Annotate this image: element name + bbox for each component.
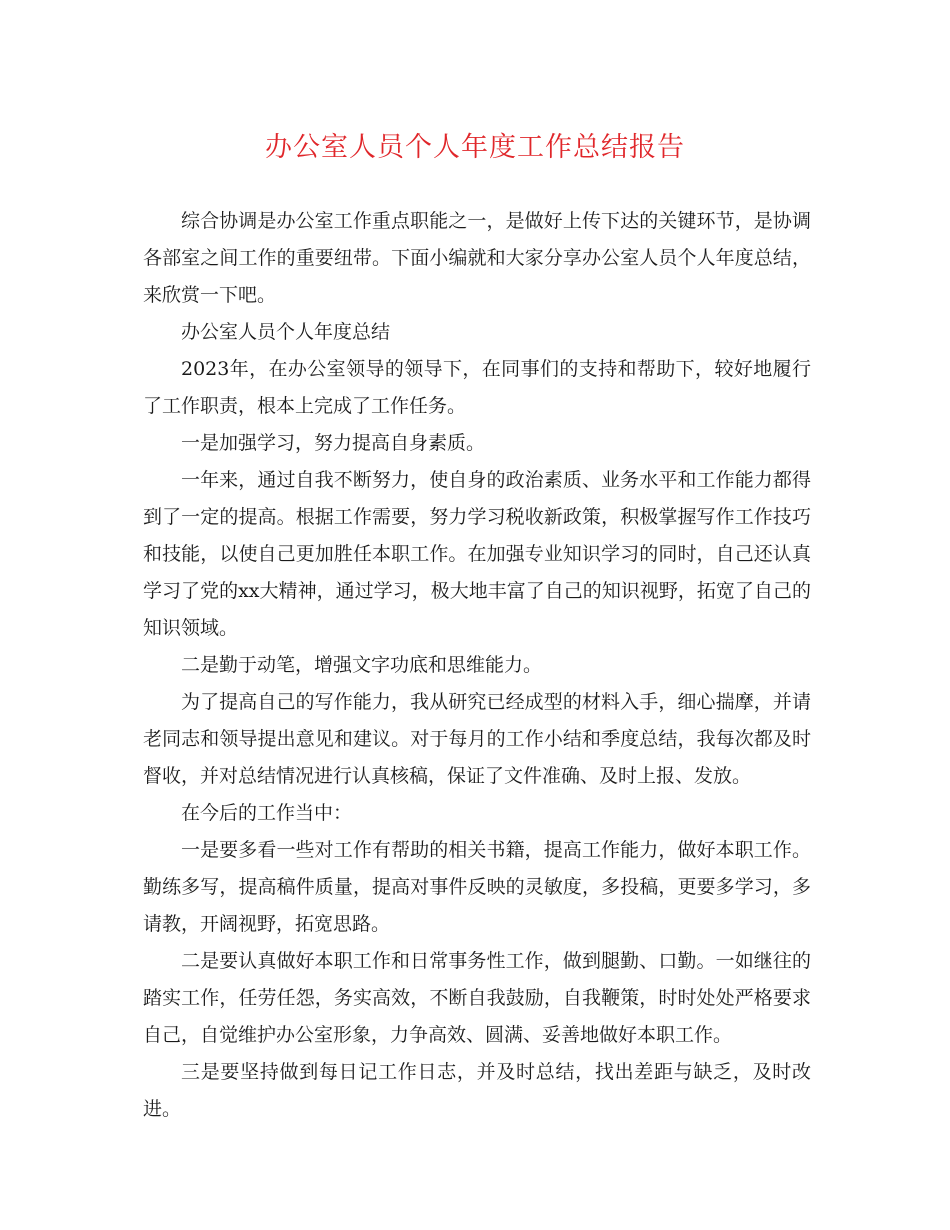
- paragraph-overview: 2023年，在办公室领导的领导下，在同事们的支持和帮助下，较好地履行了工作职责，根本上完成了工作任务。: [143, 358, 811, 417]
- paragraph-subtitle: 办公室人员个人年度总结: [181, 321, 391, 343]
- paragraph-point-two-body: 为了提高自己的写作能力，我从研究已经成型的材料入手，细心揣摩，并请老同志和领导提出意见和建议。对于每月的工作小结和季度总结，我每次都及时督收，并对总结情况进行认真核稿，保证了文件准确、及时上报、发放。: [143, 691, 811, 787]
- paragraph-future-two: 二是要认真做好本职工作和日常事务性工作，做到腿勤、口勤。一如继往的踏实工作，任劳任怨，务实高效，不断自我鼓励，自我鞭策，时时处处严格要求自己，自觉维护办公室形象，力争高效、圆满、妥善地做好本职工作。: [143, 950, 811, 1046]
- paragraph-future-one: 一是要多看一些对工作有帮助的相关书籍，提高工作能力，做好本职工作。勤练多写，提高稿件质量，提高对事件反映的灵敏度，多投稿，更要多学习，多请教，开阔视野，拓宽思路。: [143, 839, 811, 935]
- paragraph-intro: 综合协调是办公室工作重点职能之一，是做好上传下达的关键环节，是协调各部室之间工作的重要纽带。下面小编就和大家分享办公室人员个人年度总结，来欣赏一下吧。: [143, 210, 811, 306]
- paragraph-future-heading: 在今后的工作当中：: [181, 802, 353, 824]
- document-body: [143, 203, 811, 1128]
- paragraph-future-three: 三是要坚持做到每日记工作日志，并及时总结，找出差距与缺乏，及时改进。: [143, 1061, 811, 1120]
- paragraph-point-one-heading: 一是加强学习，努力提高自身素质。: [181, 432, 486, 454]
- paragraph-point-one-body: 一年来，通过自我不断努力，使自身的政治素质、业务水平和工作能力都得到了一定的提高。根据工作需要，努力学习税收新政策，积极掌握写作工作技巧和技能，以使自己更加胜任本职工作。在加强专业知识学习的同时，自己还认真学习了党的xx大精神，通过学习，极大地丰富了自己的知识视野，拓宽了自己的知识领域。: [143, 469, 811, 639]
- paragraph-point-two-heading: 二是勤于动笔，增强文字功底和思维能力。: [181, 654, 543, 676]
- document-title: 办公室人员个人年度工作总结报告: [265, 132, 685, 163]
